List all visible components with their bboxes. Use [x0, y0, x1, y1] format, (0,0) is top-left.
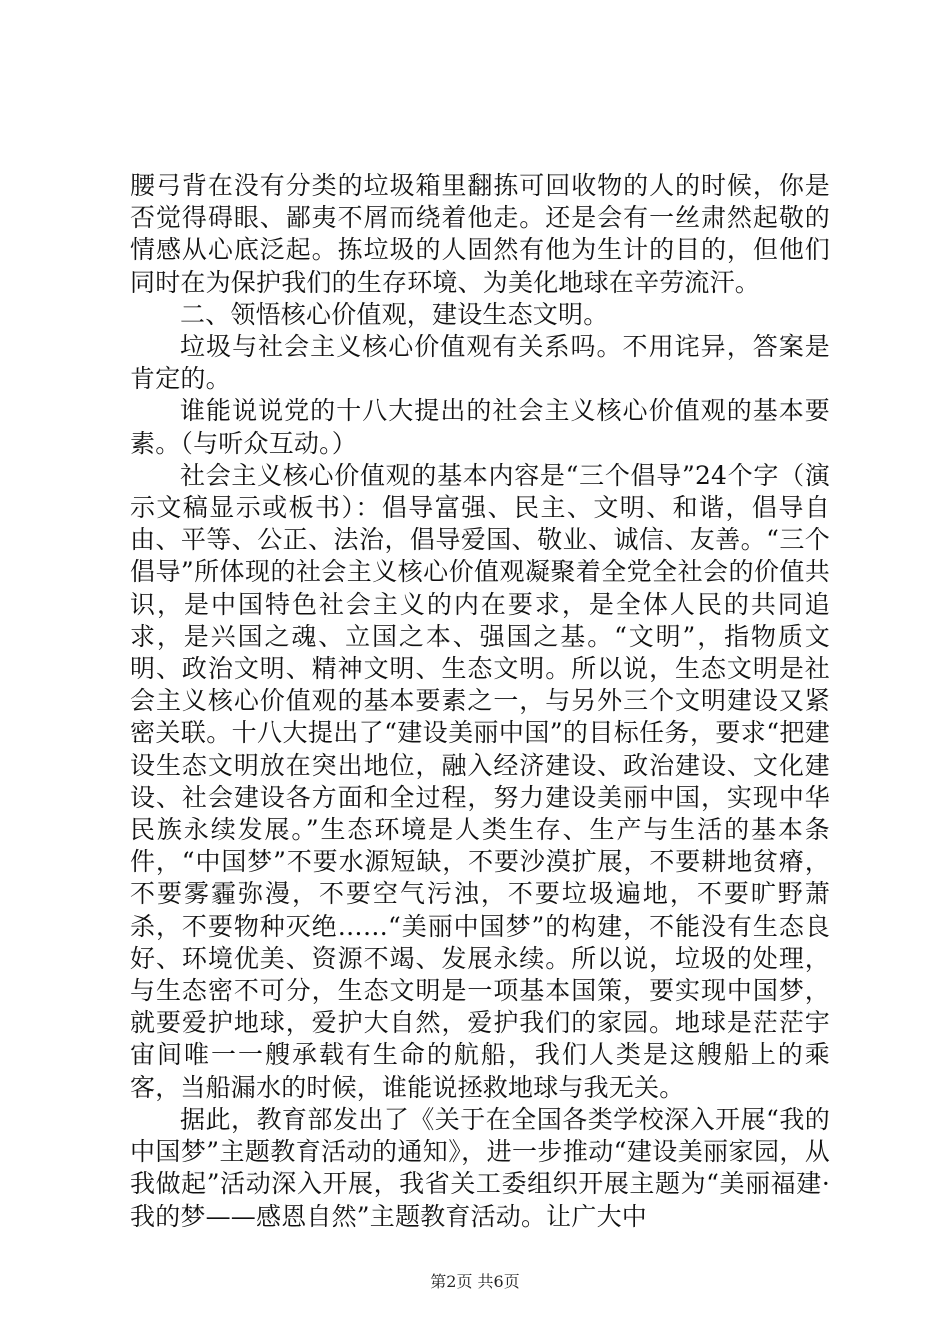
paragraph: 垃圾与社会主义核心价值观有关系吗。不用诧异，答案是肯定的。: [130, 332, 830, 394]
paragraph: 社会主义核心价值观的基本内容是“三个倡导”24个字（演示文稿显示或板书）：倡导富强、民主、文明、和谐，倡导自由、平等、公正、法治，倡导爱国、敬业、诚信、友善。“三个倡导”所体现的社会主义核心价值观凝聚着全党全社会的价值共识，是中国特色社会主义的内在要求，是全体人民的共同追求，是兴国之魂、立国之本、强国之基。“文明”，指物质文明、政治文明、精神文明、生态文明。所以说，生态文明是社会主义核心价值观的基本要素之一，与另外三个文明建设又紧密关联。十八大提出了“建设美丽中国”的目标任务，要求“把建设生态文明放在突出地位，融入经济建设、政治建设、文化建设、社会建设各方面和全过程，努力建设美丽中国，实现中华民族永续发展。”生态环境是人类生存、生产与生活的基本条件，“中国梦”不要水源短缺，不要沙漠扩展，不要耕地贫瘠，不要雾霾弥漫，不要空气污浊，不要垃圾遍地，不要旷野萧杀，不要物种灭绝……“美丽中国梦”的构建，不能没有生态良好、环境优美、资源不竭、发展永续。所以说，垃圾的处理，与生态密不可分，生态文明是一项基本国策，要实现中国梦，就要爱护地球，爱护大自然，爱护我们的家园。地球是茫茫宇宙间唯一一艘承载有生命的航船，我们人类是这艘船上的乘客，当船漏水的时候，谁能说拯救地球与我无关。: [130, 460, 830, 1102]
paragraph: 据此，教育部发出了《关于在全国各类学校深入开展“我的中国梦”主题教育活动的通知》，进一步推动“建设美丽家园，从我做起”活动深入开展，我省关工委组织开展主题为“美丽福建·我的梦——感恩自然”主题教育活动。让广大中: [130, 1104, 830, 1231]
paragraph-continuation: 腰弓背在没有分类的垃圾箱里翻拣可回收物的人的时候，你是否觉得碍眼、鄙夷不屑而绕着他走。还是会有一丝肃然起敬的情感从心底泛起。拣垃圾的人固然有他为生计的目的，但他们同时在为保护我们的生存环境、为美化地球在辛劳流汗。: [130, 171, 830, 297]
document-body: [130, 170, 830, 1233]
page-number-footer: 第2页 共6页: [430, 1272, 520, 1291]
paragraph: 谁能说说党的十八大提出的社会主义核心价值观的基本要素。（与听众互动。）: [130, 396, 830, 458]
section-heading: 二、领悟核心价值观，建设生态文明。: [180, 299, 609, 329]
